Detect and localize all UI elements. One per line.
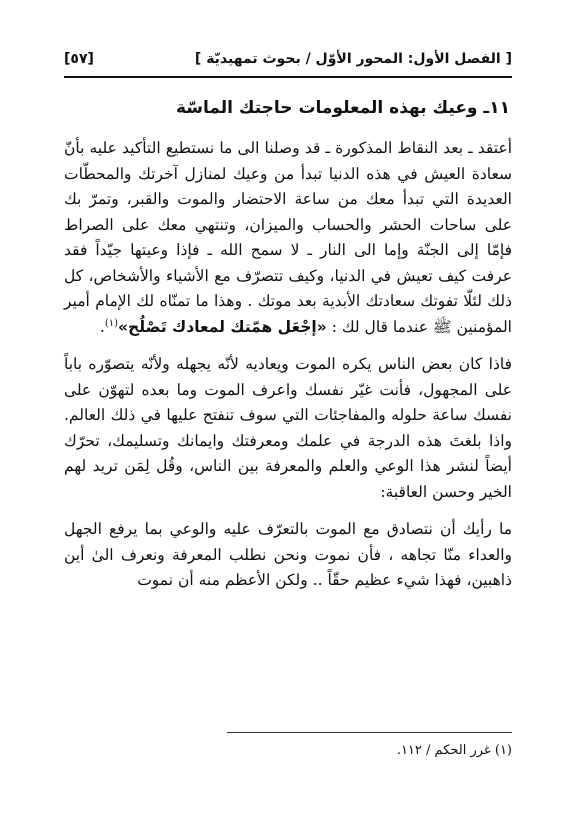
paragraph-1 [64, 136, 512, 340]
page-header [64, 45, 512, 73]
section-title: ١١ـ وعيك بهذه المعلومات حاجتك الماسّة [175, 98, 510, 118]
paragraph-3: ما رأيك أن نتصادق مع الموت بالتعرّف عليه والوعي بما يرفع الجهل والعداء منّا تجاهه ، فأن نموت ونحن نطلب المعرفة ونعرف الىٰ أين ذاهبين، فهذا شيء عظيم حقّاً .. ولكن الأعظم منه أن نموت [64, 520, 512, 589]
body-text [64, 136, 512, 606]
page-number: [٥٧] [64, 51, 94, 67]
footnote: (١) غرر الحكم / ١١٢. [396, 743, 512, 758]
footnote-divider [227, 732, 512, 733]
footnote-marker[interactable]: (١) [104, 317, 119, 329]
paragraph-1-text: أعتقد ـ بعد النقاط المذكورة ـ قد وصلنا الى ما نستطيع التأكيد عليه بأنّ سعادة العيش في هذه الدنيا تبدأ من وعيك لمنازل آخرتك والمحطّات العديدة التي تبدأ معك من ساعة الاحتضار والموت والقبر، وتمرّ بك على ساحات الحشر والحساب والميزان، وتنتهي معك على الصراط فإمّا إلى الجنّة وإما الى النار ـ لا سمح الله ـ فإذا وعيتها جيّداً فقد عرفت كيف تعيش في الدنيا، وكيف تتصرّف مع الأشياء والأشخاص، كل ذلك لئلّا تفوتك سعادتك الأبدية بعد موتك . وهذا ما تمنّاه لك الإمام أمير المؤمنين ﷺ عندما قال لك : [64, 139, 512, 336]
paragraph-2: فاذا كان بعض الناس يكره الموت ويعاديه لأنّه يجهله ولأنّه يتصوّره باباً على المجهول، فأنت غيّر نفسك واعرف الموت وما بعده لتهوّن على نفسك ساعة حلوله والمفاجئات التي سوف تنفتح عليها في ذلك العالم. واذا بلغتَ هذه الدرجة في علمك ومعرفتك وايمانك وتسليمك، تحرّك أيضاً لنشر هذا الوعي والعلم والمعرفة بين الناس، وقُل لِمَن تريد لهم الخير وحسن العاقبة: [64, 355, 512, 501]
paragraph-1-end: . [99, 317, 105, 336]
running-title: [ الفصل الأول: المحور الأوّل / بحوث تمهيديّة ] [194, 51, 512, 67]
header-divider [64, 76, 512, 78]
hadith-quote: «إجْعَل همّتك لمعادك تَصْلُح» [118, 317, 327, 336]
